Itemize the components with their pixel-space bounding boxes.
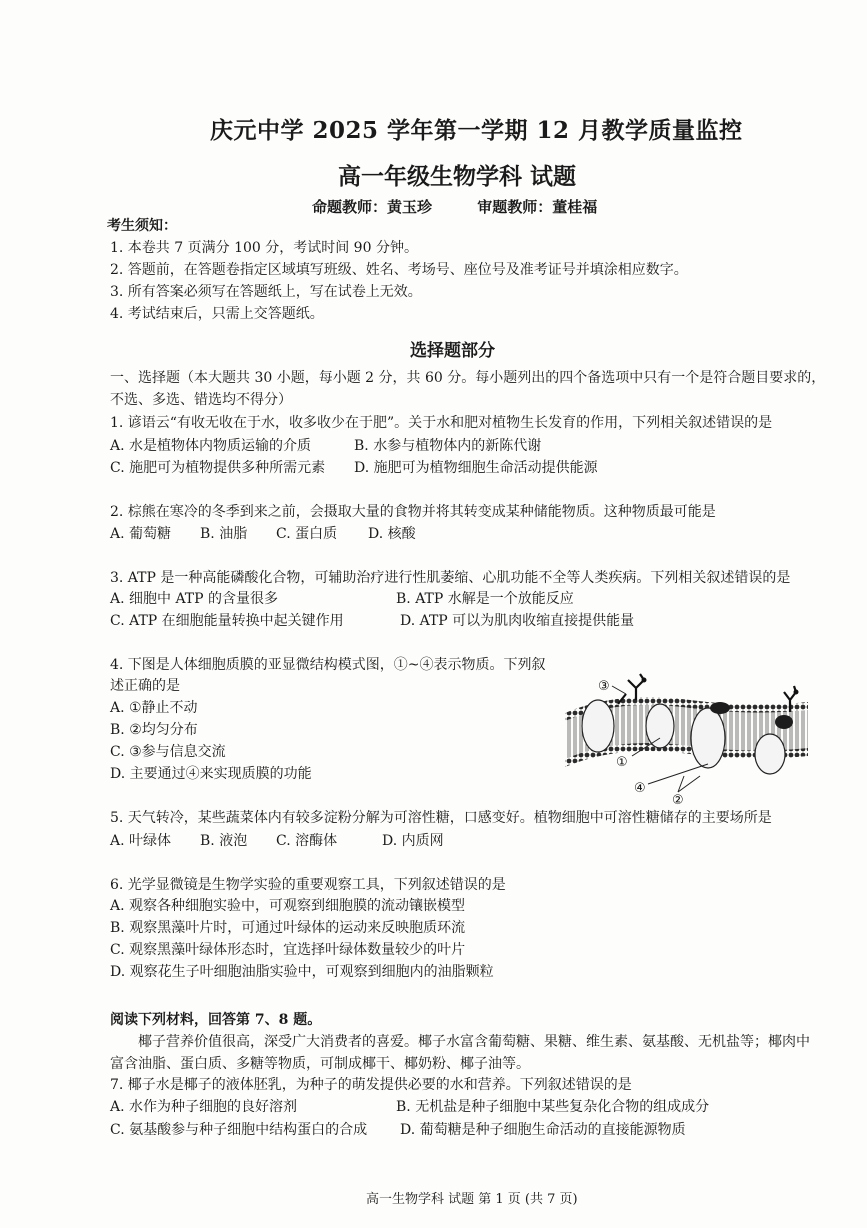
figure-label: ② <box>672 793 684 808</box>
protein-shape <box>755 734 785 774</box>
option: C. 观察黑藻叶绿体形态时，宜选择叶绿体数量较少的叶片 <box>110 942 466 958</box>
exam-subtitle: 高一年级生物学科 试题 <box>338 163 577 190</box>
reviewer-name: 审题教师：董桂福 <box>477 198 598 216</box>
option: B. 观察黑藻叶片时，可通过叶绿体的运动来反映胞质环流 <box>110 920 466 936</box>
option: D. 主要通过④来实现质膜的功能 <box>110 766 312 782</box>
notice-item: 3. 所有答案必须写在答题纸上，写在试卷上无效。 <box>110 284 422 300</box>
instructions-line: 一、选择题（本大题共 30 小题，每小题 2 分，共 60 分。每小题列出的四个备选项中只有一个是符合题目要求的， <box>110 370 826 386</box>
option: D. 葡萄糖是种子细胞生命活动的直接能源物质 <box>400 1122 686 1138</box>
question-stem: 1. 谚语云“有收无收在于水，收多收少在于肥”。关于水和肥对植物生长发育的作用，下列相关叙述错误的是 <box>110 415 773 431</box>
option: B. 水参与植物体内的新陈代谢 <box>354 438 542 454</box>
question-stem: 6. 光学显微镜是生物学实验的重要观察工具，下列叙述错误的是 <box>110 877 506 893</box>
option: A. 水是植物体内物质运输的介质 <box>110 438 312 454</box>
option: D. 施肥可为植物细胞生命活动提供能源 <box>354 460 598 476</box>
reading-heading: 阅读下列材料，回答第 7、8 题。 <box>110 1012 322 1028</box>
notice-heading: 考生须知： <box>107 218 177 234</box>
option: A. 水作为种子细胞的良好溶剂 <box>110 1099 298 1115</box>
question-stem: 3. ATP 是一种高能磷酸化合物，可辅助治疗进行性肌萎缩、心肌功能不全等人类疾病。下列相关叙述错误的是 <box>110 570 791 586</box>
option: C. 施肥可为植物提供多种所需元素 <box>110 460 326 476</box>
instructions-line: 不选、多选、错选均不得分） <box>110 392 292 408</box>
figure-label: ③ <box>598 679 610 694</box>
option: B. ATP 水解是一个放能反应 <box>396 591 574 607</box>
reading-text: 富含油脂、蛋白质、多糖等物质，可制成椰干、椰奶粉、椰子油等。 <box>110 1056 530 1072</box>
notice-item: 4. 考试结束后，只需上交答题纸。 <box>110 306 324 322</box>
option: A. ①静止不动 <box>110 700 198 716</box>
option: A. 叶绿体 <box>110 833 172 849</box>
option: D. 核酸 <box>368 526 416 542</box>
exam-title: 庆元中学 2025 学年第一学期 12 月教学质量监控 <box>210 117 743 144</box>
option: D. 内质网 <box>382 833 444 849</box>
option: C. ③参与信息交流 <box>110 744 226 760</box>
question-stem: 2. 棕熊在寒冷的冬季到来之前，会摄取大量的食物并将其转变成某种储能物质。这种物质最可能是 <box>110 504 716 520</box>
figure-label: ① <box>616 755 628 770</box>
question-stem: 4. 下图是人体细胞质膜的亚显微结构模式图，①~④表示物质。下列叙 <box>110 657 546 673</box>
notice-item: 2. 答题前，在答题卷指定区域填写班级、姓名、考场号、座位号及准考证号并填涂相应数字。 <box>110 262 688 278</box>
option: D. ATP 可以为肌肉收缩直接提供能量 <box>400 613 635 629</box>
option: D. 观察花生子叶细胞油脂实验中，可观察到细胞内的油脂颗粒 <box>110 964 494 980</box>
teacher-info <box>312 196 597 217</box>
protein-shape <box>710 702 730 714</box>
figure-label: ④ <box>634 781 646 796</box>
cell-membrane-diagram <box>560 668 815 810</box>
question-stem: 7. 椰子水是椰子的液体胚乳，为种子的萌发提供必要的水和营养。下列叙述错误的是 <box>110 1077 632 1093</box>
option: A. 葡萄糖 <box>110 526 172 542</box>
option: B. 液泡 <box>200 833 248 849</box>
question-stem: 述正确的是 <box>110 678 180 694</box>
protein-shape <box>582 700 614 752</box>
protein-shape <box>646 704 674 748</box>
option: C. ATP 在细胞能量转换中起关键作用 <box>110 613 344 629</box>
page-footer: 高一生物学科 试题 第 1 页 (共 7 页) <box>366 1192 578 1207</box>
option: C. 蛋白质 <box>276 526 338 542</box>
option: B. ②均匀分布 <box>110 722 198 738</box>
option: A. 观察各种细胞实验中，可观察到细胞膜的流动镶嵌模型 <box>110 898 466 914</box>
reading-text: 椰子营养价值很高，深受广大消费者的喜爱。椰子水富含葡萄糖、果糖、维生素、氨基酸、无机盐等；椰肉中 <box>138 1034 810 1050</box>
option: C. 溶酶体 <box>276 833 338 849</box>
section-title: 选择题部分 <box>410 341 495 361</box>
option: C. 氨基酸参与种子细胞中结构蛋白的合成 <box>110 1122 368 1138</box>
setter-name: 命题教师：黄玉珍 <box>312 198 433 216</box>
question-stem: 5. 天气转冷，某些蔬菜体内有较多淀粉分解为可溶性糖，口感变好。植物细胞中可溶性糖储存的主要场所是 <box>110 810 772 826</box>
option: A. 细胞中 ATP 的含量很多 <box>110 591 279 607</box>
protein-shape <box>775 715 793 729</box>
option: B. 油脂 <box>200 526 248 542</box>
notice-item: 1. 本卷共 7 页满分 100 分，考试时间 90 分钟。 <box>110 240 418 256</box>
protein-shape <box>691 708 725 768</box>
option: B. 无机盐是种子细胞中某些复杂化合物的组成成分 <box>396 1099 710 1115</box>
